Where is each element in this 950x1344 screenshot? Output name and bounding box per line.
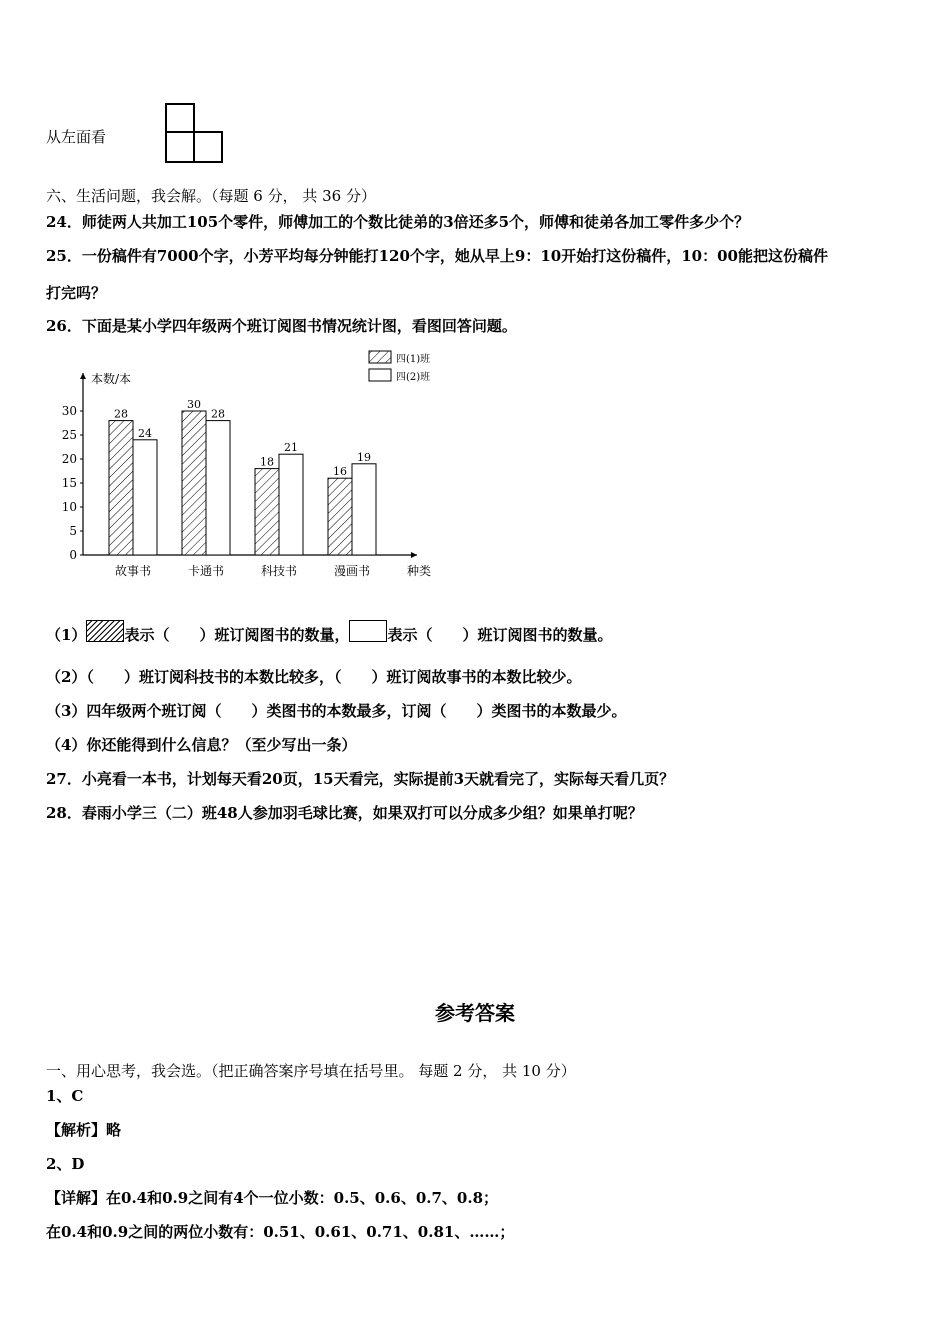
category-label: 科技书 [260, 564, 298, 578]
y-tick-label: 0 [69, 548, 77, 562]
bar [206, 421, 230, 555]
answer-1-explanation: 【解析】略 [46, 1121, 122, 1139]
legend-swatch [369, 351, 391, 363]
side-view-label: 从左面看 [46, 128, 107, 146]
question-26-1 [46, 620, 612, 645]
y-tick-label: 30 [61, 404, 77, 418]
y-tick-label: 25 [61, 428, 77, 442]
q26-1-part2: 表示（ ）班订阅图书的数量。 [387, 626, 613, 644]
answer-2-detail-2: 在0.4和0.9之间的两位小数有：0.51、0.61、0.71、0.81、……； [46, 1223, 515, 1241]
answers-title: 参考答案 [435, 1001, 515, 1025]
bar-value-label: 18 [260, 455, 274, 469]
question-28: 28．春雨小学三（二）班48人参加羽毛球比赛，如果双打可以分成多少组？如果单打呢？ [46, 804, 643, 822]
y-tick-label: 10 [61, 500, 77, 514]
bar-value-label: 28 [114, 407, 128, 421]
section6-heading: 六、生活问题，我会解。（每题 6 分， 共 36 分） [46, 187, 376, 205]
answer-2: 2、D [46, 1155, 85, 1173]
bar-value-label: 28 [211, 407, 225, 421]
bar-value-label: 16 [333, 465, 347, 479]
side-view-figure [160, 100, 230, 170]
y-axis-label: 本数/本 [91, 372, 132, 386]
bar-value-label: 19 [357, 450, 371, 464]
bar [182, 411, 206, 555]
question-27: 27．小亮看一本书，计划每天看20页，15天看完，实际提前3天就看完了，实际每天看几页？ [46, 770, 675, 788]
bar-value-label: 21 [284, 441, 298, 455]
y-axis-arrow [80, 373, 86, 379]
answers-section1: 一、用心思考，我会选。（把正确答案序号填在括号里。 每题 2 分， 共 10 分） [46, 1062, 576, 1080]
answer-1: 1、C [46, 1087, 84, 1105]
category-label: 漫画书 [333, 564, 371, 578]
question-26-3: （3）四年级两个班订阅（ ）类图书的本数最多，订阅（ ）类图书的本数最少。 [46, 702, 627, 720]
y-tick-label: 15 [61, 476, 77, 490]
y-tick-label: 5 [69, 524, 77, 538]
bar [109, 421, 133, 555]
y-tick-label: 20 [61, 452, 77, 466]
legend-swatch [369, 369, 391, 381]
question-26-4: （4）你还能得到什么信息？（至少写出一条） [46, 736, 357, 754]
q26-1-part1: 表示（ ）班订阅图书的数量， [124, 626, 350, 644]
bar [328, 478, 352, 555]
q26-1-prefix: （1） [46, 626, 87, 644]
hatched-legend-icon [86, 620, 124, 642]
question-24: 24．师徒两人共加工105个零件，师傅加工的个数比徒弟的3倍还多5个，师傅和徒弟各加工零件多少个？ [46, 213, 750, 231]
bar [279, 454, 303, 555]
bar-value-label: 30 [187, 398, 201, 411]
legend-label: 四(2)班 [396, 372, 431, 383]
question-25-cont: 打完吗？ [46, 284, 107, 302]
bar [352, 464, 376, 555]
bar [133, 440, 157, 555]
bar-value-label: 24 [138, 426, 152, 440]
legend-label: 四(1)班 [396, 354, 431, 365]
question-26: 26．下面是某小学四年级两个班订阅图书情况统计图，看图回答问题。 [46, 317, 517, 335]
x-axis-label: 种类 [407, 564, 432, 578]
bar [255, 469, 279, 555]
question-26-2: （2）（ ）班订阅科技书的本数比较多，（ ）班订阅故事书的本数比较少。 [46, 668, 582, 686]
question-25: 25．一份稿件有7000个字，小芳平均每分钟能打120个字，她从早上9：10开始打这份稿件，10：00能把这份稿件 [46, 247, 828, 265]
category-label: 卡通书 [187, 564, 225, 578]
blank-legend-icon [349, 620, 387, 642]
bar-chart [55, 345, 455, 585]
category-label: 故事书 [114, 564, 152, 578]
answer-2-detail-1: 【详解】在0.4和0.9之间有4个一位小数：0.5、0.6、0.7、0.8； [46, 1189, 499, 1207]
x-axis-arrow [411, 552, 417, 558]
